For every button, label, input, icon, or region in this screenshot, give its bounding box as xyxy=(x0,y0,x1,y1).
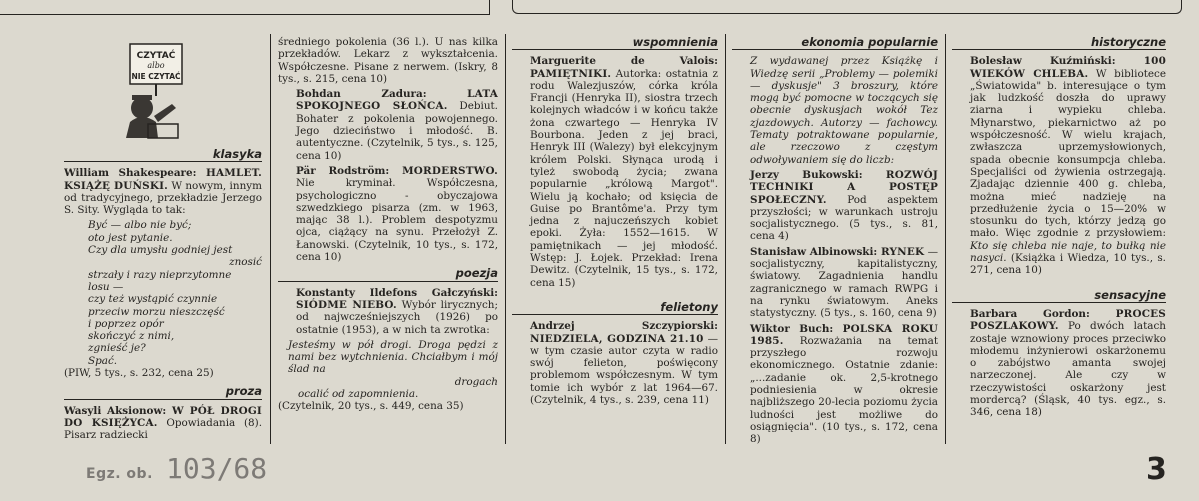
entry-kuzminski xyxy=(952,55,1166,276)
poem-line: oto jest pytanie. xyxy=(88,231,173,244)
entry-buch xyxy=(732,323,938,446)
entry-text: W nowym, innym od tradycyjnego, przekładzie Jerzego S. Sity. Wygląda to tak: xyxy=(64,179,262,217)
entry-title: NIEDZIELA, GODZINA 21.10 xyxy=(530,332,704,345)
entry-title: LATA SPOKOJNEGO SŁOŃCA. xyxy=(296,88,498,113)
entry-title: HAMLET. KSIĄŻĘ DUŃSKI. xyxy=(64,167,262,192)
column-divider xyxy=(270,34,271,444)
poem-line: Spać. xyxy=(88,354,118,367)
entry-galczynski xyxy=(278,287,498,336)
entry-text: W bibliotece „Światowida" b. interesujące o tym jak ludzkość doszła do uprawy ziarna i wypieku chleba. Młynarstwo, piekarnictwo aż po współczesność. W wielu krajach, zwłaszcza uprzemysłowionych, spada obecnie konsumpcja chleba. Specjaliści od żywienia ostrzegają. Zjadając dziennie 400 g. chleba, można mieć nadzieję na przedłużenie życia o 15—20% w stosunku do tych, którzy jedzą go mało. Więc zgodnie z przysłowiem: xyxy=(970,67,1166,240)
entry-text: Nie kryminał. Współczesna, psychologiczno - obyczajowa szwedzkiego pisarza (zm. w 1963, mając 38 l.). Problem despotyzmu ojca, ciążący na synu. Przełożył Z. Łanowski. (Czytelnik, 10 tys., s. 172, cena 10) xyxy=(296,177,498,264)
entry-title: PROCES POSZLAKOWY. xyxy=(970,307,1166,333)
section-intro: Z wydawanej przez Książkę i Wiedzę serii „Problemy — polemiki — dyskusje" 3 broszury, które mogą być pomocne w toczących się obecnie dyskusjach wokół Tez zjazdowych. Autorzy — fachowcy. Tematy potraktowane popularnie, ale rzeczowo z częstym odwoływaniem się do liczb: xyxy=(750,55,938,166)
logo-top-text: CZYTAĆ xyxy=(136,51,176,61)
entry-author: Andrzej Szczypiorski: xyxy=(530,320,718,333)
entry-gordon xyxy=(952,308,1166,419)
entry-title: RYNEK xyxy=(881,245,925,258)
entry-title: ROZWÓJ TECHNIKI A POSTĘP SPOŁECZNY. xyxy=(750,168,938,206)
poem-line: przeciw morzu nieszczęść xyxy=(88,305,225,318)
entry-rodstrom xyxy=(278,165,498,263)
entry-author: Konstanty Ildefons Gałczyński: xyxy=(296,286,498,299)
column-4 xyxy=(732,36,938,446)
column-5 xyxy=(952,36,1166,446)
archive-stamp: Egz. ob. xyxy=(86,466,153,482)
poem-line: znosić xyxy=(229,256,262,269)
handwritten-number: 103/68 xyxy=(166,452,268,485)
poem-quote-end: ocalić od zapomnienia. xyxy=(298,388,419,401)
top-frame-line-left xyxy=(0,14,490,15)
entry-szczypiorski xyxy=(512,320,718,406)
section-header-klasyka: klasyka xyxy=(64,148,262,162)
entry-author: Bohdan Zadura: xyxy=(296,88,468,101)
entry-author: Wiktor Buch: xyxy=(750,322,843,335)
poem-line: Czy dla umysłu godniej jest xyxy=(88,244,233,257)
entry-title: MORDERSTWO. xyxy=(402,164,498,177)
entry-title: POLSKA ROKU 1985. xyxy=(750,322,938,347)
entry-aksionow xyxy=(64,405,262,442)
poem-quote xyxy=(288,339,498,376)
logo-bottom-text: NIE CZYTAĆ xyxy=(131,72,181,81)
section-header-ekonomia: ekonomia popularnie xyxy=(732,36,938,50)
entry-quote: Kto się chleba nie naje, to bułką nie nasyci. xyxy=(970,239,1166,265)
entry-footer: (Czytelnik, 20 tys., s. 449, cena 35) xyxy=(278,400,464,413)
entry-bukowski xyxy=(732,169,938,243)
entry-footer: (Książka i Wiedza, 10 tys., s. 271, cena 10) xyxy=(970,252,1166,277)
entry-text: Pod aspektem przyszłości; w warunkach ustroju socjalistycznego. (5 tys., s. 81, cena 4) xyxy=(750,193,938,243)
entry-text: Po dwóch latach zostaje wznowiony proces przeciwko młodemu inżynierowi oskarżonemu o zabójstwo amanta swojej narzeczonej. Ale czy w rzeczywistości oskarżony jest mordercą? (Śląsk, 40 tys. egz., s. 346, cena 18) xyxy=(970,320,1166,419)
entry-title: 100 WIEKÓW CHLEBA. xyxy=(970,55,1166,80)
entry-title: PAMIĘTNIKI. xyxy=(530,67,612,80)
top-frame-left-edge xyxy=(489,0,490,14)
poem-line: i poprzez opór xyxy=(88,317,164,330)
entry-footer: (PIW, 5 tys., s. 232, cena 25) xyxy=(64,367,214,380)
entry-title: W PÓŁ DROGI DO KSIĘŻYCA. xyxy=(64,404,262,429)
entry-text: Rozważania na temat przyszłego rozwoju ekonomicznego. Ostatnie zdanie: „...zadanie ok. 2,5-krotnego podniesienia w okresie najbliższego 20-lecia poziomu życia ludności jest możliwe do osiągnięcia". (10 tys., s. 172, cena 8) xyxy=(750,334,938,446)
poem-quote xyxy=(88,219,262,367)
column-divider xyxy=(505,34,506,444)
top-frame-wavy-box xyxy=(512,0,1182,14)
entry-albinowski xyxy=(732,246,938,320)
column-2 xyxy=(278,36,498,446)
poem-line: zgnieść je? xyxy=(88,342,146,355)
column-1 xyxy=(64,148,262,488)
section-header-proza: proza xyxy=(64,385,262,399)
entry-zadura xyxy=(278,88,498,162)
entry-text: — socjalistyczny, kapitalistyczny, światowy. Zagadnienia handlu zagranicznego w ramach RWPG i na rynku światowym. Aneks statystyczny. (5 tys., s. 160, cena 9) xyxy=(750,245,938,320)
poem-quote-right: drogach xyxy=(454,375,498,388)
entry-aksionow-cont: średniego pokolenia (36 l.). U nas kilka przekładów. Lekarz z wykształcenia. Współczesne. Pisane z nerwem. (Iskry, 8 tys., s. 215, cena 10) xyxy=(278,36,498,85)
entry-text: Debiut. Bohater z pokolenia powojennego. Jego dzieciństwo i młodość. B. autentyczne. (Czytelnik, 5 tys., s. 125, cena 10) xyxy=(296,100,498,162)
entry-title: SIÓDME NIEBO. xyxy=(296,298,397,311)
page-number: 3 xyxy=(1146,452,1167,487)
section-header-poezja: poezja xyxy=(278,267,498,281)
entry-author: Wasyli Aksionow: xyxy=(64,404,172,417)
section-header-felietony: felietony xyxy=(512,301,718,315)
entry-text: Autorka: ostatnia z rodu Walezjuszów, córka króla Francji (Henryka II), siostra trzech kolejnych władców i w końcu także żona czwartego — Henryka IV Bourbona. Jeden z jej braci, Henryk III (Walezy) był elekcyjnym królem Polski. Słynąca urodą i tyleż swobodą życia; zwana popularnie „królową Margot". Wielu ją kochało; od księcia de Guise po Brantôme'a. Przy tym jedna z najuczeńszych kobiet epoki. Żyła: 1552—1615. W pamiętnikach — jej młodość. Wstęp: J. Łojek. Przekład: Irena Dewitz. (Czytelnik, 15 tys., s. 172, cena 15) xyxy=(530,67,718,289)
section-header-historyczne: historyczne xyxy=(952,36,1166,50)
entry-author: William Shakespeare: xyxy=(64,167,206,180)
poem-line: losu — xyxy=(88,280,124,293)
poem-line: czy też wystąpić czynnie xyxy=(88,293,218,306)
entry-author: Pär Rodström: xyxy=(296,164,403,177)
section-header-wspomnienia: wspomnienia xyxy=(512,36,718,50)
poem-line: skończyć z nimi, xyxy=(88,330,175,343)
logo-reader-icon xyxy=(118,42,192,140)
poem-line: Być — albo nie być; xyxy=(88,219,192,232)
poem-line: strzały i razy nieprzytomne xyxy=(88,268,232,281)
entry-text: — w tym czasie autor czyta w radio swój felieton, poświęcony problemom współczesnym. W tym tomie ich wybór z lat 1964—67. (Czytelnik, 4 tys., s. 239, cena 11) xyxy=(530,332,718,407)
column-3 xyxy=(512,36,718,446)
entry-text: Wybór lirycznych; od najwcześniejszych (1926) po ostatnie (1953), a w nich ta zwrotka: xyxy=(296,298,498,336)
poem-text: Jesteśmy w pół drogi. Droga pędzi z nami bez wytchnienia. Chciałbym i mój ślad na xyxy=(288,338,498,376)
section-header-sensacyjne: sensacyjne xyxy=(952,289,1166,303)
entry-author: Bolesław Kuźmiński: xyxy=(970,55,1144,68)
entry-author: Barbara Gordon: xyxy=(970,307,1116,320)
entry-author: Jerzy Bukowski: xyxy=(750,168,886,181)
entry-valois xyxy=(512,55,718,289)
entry-author: Marguerite de Valois: xyxy=(530,55,718,68)
logo-mid-text: albo xyxy=(147,61,165,70)
column-divider xyxy=(725,34,726,444)
entry-author: Stanisław Albinowski: xyxy=(750,245,881,258)
entry-text: Opowiadania (8). Pisarz radziecki xyxy=(64,416,262,442)
column-divider xyxy=(945,34,946,444)
entry-shakespeare xyxy=(64,167,262,216)
